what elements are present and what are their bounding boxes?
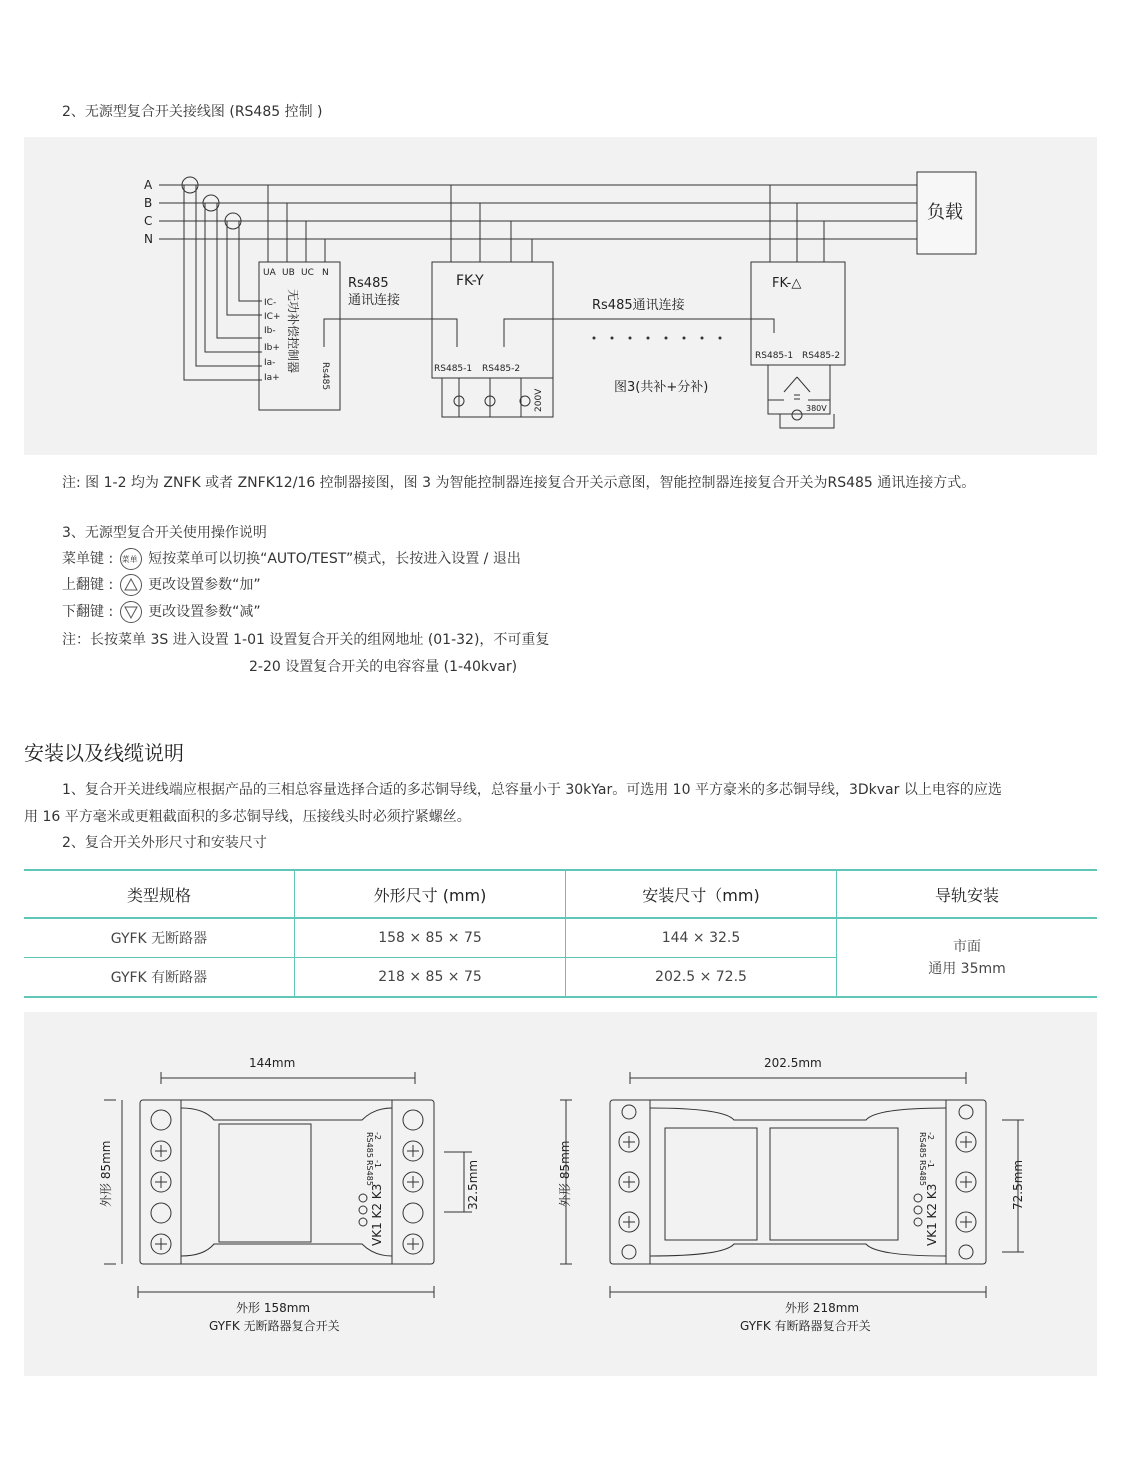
phase-b-label: B	[144, 196, 153, 210]
input-ia-minus: Ia-	[264, 358, 276, 368]
up-key-row	[62, 574, 261, 596]
mid-link-label: Rs485通讯连接	[592, 298, 685, 313]
terminal-ua: UA	[263, 268, 276, 278]
right-rs485-label-a: RS485	[918, 1132, 927, 1158]
cell-type: GYFK 无断路器	[24, 918, 295, 958]
down-key-desc: 更改设置参数“减”	[148, 604, 261, 620]
phase-n-label: N	[144, 232, 153, 246]
left-vk-label: VK1 K2 K3	[370, 1183, 384, 1246]
triangle-down-icon	[120, 601, 142, 623]
cell-install-size: 202.5 × 72.5	[566, 958, 837, 998]
install-heading: 安装以及线缆说明	[24, 741, 184, 765]
install-paragraph-1-line-2: 用 16 平方毫米或更粗截面积的多芯铜导线，压接线头时必须拧紧螺丝。	[24, 809, 471, 825]
table-header-row	[24, 870, 1097, 918]
voltage-380v: 380V	[806, 404, 827, 413]
right-rs485-label-b: -2	[926, 1132, 935, 1140]
section-3-title: 3、无源型复合开关使用操作说明	[62, 525, 267, 541]
right-outer-width: 外形 218mm	[785, 1301, 860, 1315]
input-ia-plus: Ia+	[264, 373, 280, 383]
right-rs485-label-d: -1	[926, 1160, 935, 1168]
left-height-dimension: 外形 85mm	[99, 1140, 113, 1207]
cell-outer-size: 218 × 85 × 75	[295, 958, 566, 998]
dimension-drawing	[24, 1012, 1097, 1376]
input-ic-minus: IC-	[264, 298, 277, 308]
header-install-size: 安装尺寸（mm)	[566, 870, 837, 918]
right-height-dimension: 外形 85mm	[558, 1140, 572, 1207]
note-1: 注: 图 1-2 均为 ZNFK 或者 ZNFK12/16 控制器接图，图 3 为智能控制器连接复合开关示意图，智能控制器连接复合开关为RS485 通讯连接方式。	[62, 475, 976, 491]
left-rs485-label-b: -2	[373, 1132, 382, 1140]
fk-delta-label: FK-△	[772, 276, 802, 291]
rail-line-2: 通用 35mm	[928, 960, 1006, 977]
link-label-1: Rs485	[348, 276, 389, 291]
fk-y-label: FK-Y	[456, 273, 484, 289]
left-right-dimension: 32.5mm	[466, 1159, 480, 1210]
cell-outer-size: 158 × 85 × 75	[295, 918, 566, 958]
controller-name: 无功补偿控制器	[286, 289, 300, 374]
fk-delta-rs485-2: RS485-2	[802, 351, 841, 361]
right-right-dimension: 72.5mm	[1011, 1159, 1025, 1210]
spec-table	[24, 869, 1097, 998]
phase-c-label: C	[144, 214, 153, 228]
cell-type: GYFK 有断路器	[24, 958, 295, 998]
header-outer-size: 外形尺寸 (mm)	[295, 870, 566, 918]
right-rs485-label-c: RS485	[918, 1160, 927, 1186]
voltage-200v: 200V	[534, 388, 544, 412]
wiring-diagram-panel	[24, 137, 1097, 455]
controller-rs485-port: Rs485	[320, 362, 330, 391]
header-rail: 导轨安装	[837, 870, 1098, 918]
input-ib-plus: Ib+	[264, 343, 280, 353]
left-rs485-label-d: -1	[373, 1160, 382, 1168]
fk-y-rs485-2: RS485-2	[482, 364, 521, 374]
terminal-uc: UC	[301, 268, 314, 278]
up-key-label: 上翻键 :	[62, 577, 114, 593]
install-paragraph-2: 2、复合开关外形尺寸和安装尺寸	[62, 835, 267, 851]
left-outer-width: 外形 158mm	[236, 1301, 311, 1315]
install-paragraph-1-line-1: 1、复合开关进线端应根据产品的三相总容量选择合适的多芯铜导线，总容量小于 30kYar。可选用 10 平方豪米的多芯铜导线，3Dkvar 以上电容的应选	[62, 782, 1002, 798]
down-key-row	[62, 601, 261, 623]
down-key-label: 下翻键 :	[62, 604, 114, 620]
input-ic-plus: IC+	[264, 312, 281, 322]
terminal-ub: UB	[282, 268, 295, 278]
figure-3-caption: 图3(共补+分补)	[614, 380, 709, 395]
note-2-line-1: 注：长按菜单 3S 进入设置 1-01 设置复合开关的组网地址 (01-32)，不可重复	[62, 632, 550, 648]
dimension-panel	[24, 1012, 1097, 1376]
phase-a-label: A	[144, 178, 153, 192]
note-2-line-2: 2-20 设置复合开关的电容容量 (1-40kvar)	[249, 659, 518, 675]
cell-rail	[837, 918, 1098, 997]
left-device-name: GYFK 无断路器复合开关	[209, 1319, 340, 1333]
menu-key-label: 菜单键 :	[62, 551, 114, 567]
menu-key-desc: 短按菜单可以切换“AUTO/TEST”模式，长按进入设置 / 退出	[148, 551, 521, 567]
table-row	[24, 918, 1097, 958]
terminal-n: N	[322, 268, 329, 278]
input-ib-minus: Ib-	[264, 326, 276, 336]
right-vk-label: VK1 K2 K3	[925, 1183, 939, 1246]
rail-line-1: 市面	[953, 938, 981, 955]
menu-key-row	[62, 548, 521, 570]
cell-install-size: 144 × 32.5	[566, 918, 837, 958]
header-type: 类型规格	[24, 870, 295, 918]
left-top-dimension: 144mm	[249, 1056, 296, 1070]
section-2-title: 2、无源型复合开关接线图 (RS485 控制 )	[62, 104, 323, 120]
left-rs485-label-c: RS485	[365, 1160, 374, 1186]
right-top-dimension: 202.5mm	[764, 1056, 822, 1070]
fk-delta-rs485-1: RS485-1	[755, 351, 794, 361]
wiring-diagram	[24, 137, 1097, 455]
up-key-desc: 更改设置参数“加”	[148, 577, 261, 593]
right-device-name: GYFK 有断路器复合开关	[740, 1319, 871, 1333]
fk-y-rs485-1: RS485-1	[434, 364, 473, 374]
triangle-up-icon	[120, 574, 142, 596]
load-label: 负载	[927, 202, 963, 223]
link-label-2: 通讯连接	[348, 293, 401, 308]
menu-key-icon: 菜单	[120, 548, 142, 570]
left-rs485-label-a: RS485	[365, 1132, 374, 1158]
